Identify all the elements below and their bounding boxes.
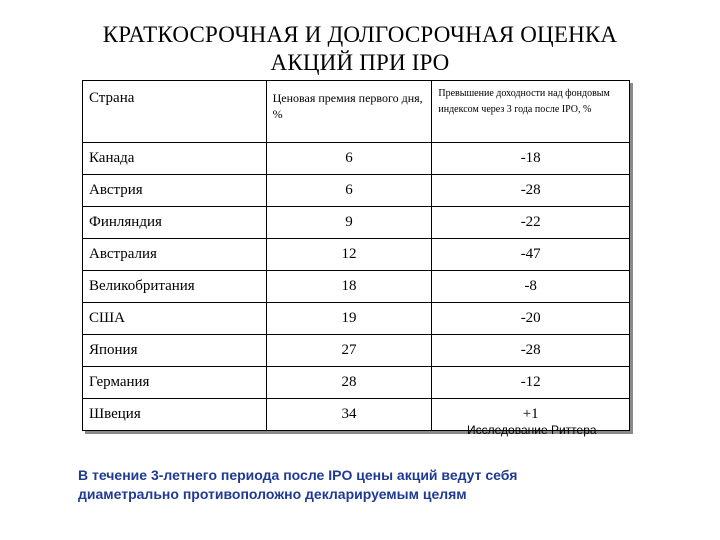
premium-cell: 34 bbox=[266, 399, 432, 431]
source-note: Исследование Риттера bbox=[467, 423, 597, 437]
country-cell: Великобритания bbox=[83, 271, 267, 303]
slide-title-line-2: АКЦИЙ ПРИ IPO bbox=[270, 50, 450, 76]
premium-cell: 6 bbox=[266, 143, 432, 175]
premium-cell: 19 bbox=[266, 303, 432, 335]
premium-cell: 9 bbox=[266, 207, 432, 239]
excess-return-cell: -8 bbox=[432, 271, 630, 303]
slide-title bbox=[0, 21, 720, 77]
premium-cell: 28 bbox=[266, 367, 432, 399]
excess-return-cell: -28 bbox=[432, 175, 630, 207]
table-row bbox=[83, 271, 630, 303]
excess-return-cell: -22 bbox=[432, 207, 630, 239]
table-row bbox=[83, 207, 630, 239]
slide-title-line-1: КРАТКОСРОЧНАЯ И ДОЛГОСРОЧНАЯ ОЦЕНКА bbox=[102, 22, 618, 48]
table-row bbox=[83, 303, 630, 335]
excess-return-cell: -18 bbox=[432, 143, 630, 175]
premium-cell: 6 bbox=[266, 175, 432, 207]
premium-cell: 18 bbox=[266, 271, 432, 303]
excess-return-cell: -47 bbox=[432, 239, 630, 271]
table-row bbox=[83, 367, 630, 399]
conclusion-line-1: В течение 3-летнего периода после IPO цены акций ведут себя bbox=[78, 467, 518, 483]
table-row bbox=[83, 335, 630, 367]
country-cell: США bbox=[83, 303, 267, 335]
ipo-valuation-table bbox=[82, 80, 630, 431]
premium-cell: 12 bbox=[266, 239, 432, 271]
excess-return-cell: -28 bbox=[432, 335, 630, 367]
header-first-day-premium: Ценовая премия первого дня, % bbox=[266, 81, 432, 143]
excess-return-cell: +1 bbox=[432, 399, 630, 431]
conclusion-text bbox=[78, 466, 678, 504]
header-country: Страна bbox=[83, 81, 267, 143]
table-row bbox=[83, 175, 630, 207]
table-header-row bbox=[83, 81, 630, 143]
country-cell: Германия bbox=[83, 367, 267, 399]
premium-cell: 27 bbox=[266, 335, 432, 367]
country-cell: Канада bbox=[83, 143, 267, 175]
country-cell: Швеция bbox=[83, 399, 267, 431]
country-cell: Япония bbox=[83, 335, 267, 367]
country-cell: Австралия bbox=[83, 239, 267, 271]
header-three-year-excess-return: Превышение доходности над фондовым индексом через 3 года после IPO, % bbox=[432, 81, 630, 143]
country-cell: Финляндия bbox=[83, 207, 267, 239]
excess-return-cell: -20 bbox=[432, 303, 630, 335]
table-row bbox=[83, 143, 630, 175]
conclusion-line-2: диаметрально противоположно декларируемым целям bbox=[78, 486, 467, 502]
country-cell: Австрия bbox=[83, 175, 267, 207]
excess-return-cell: -12 bbox=[432, 367, 630, 399]
table-row bbox=[83, 239, 630, 271]
